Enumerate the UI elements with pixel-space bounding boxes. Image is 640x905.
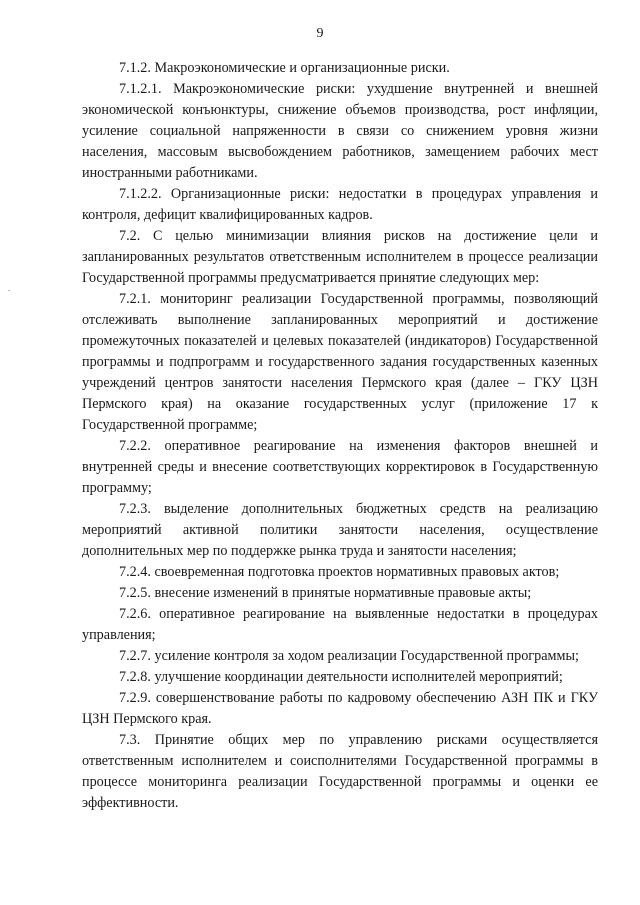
paragraph-7-2-8: 7.2.8. улучшение координации деятельности исполнителей мероприятий;	[119, 669, 563, 685]
scan-margin-mark	[8, 290, 10, 291]
paragraph-7-2-2: 7.2.2. оперативное реагирование на изменения факторов внешней и внутренней среды и внесение соответствующих корректировок в Государственную программу;	[82, 438, 598, 496]
paragraph-7-1-2-2: 7.1.2.2. Организационные риски: недостатки в процедурах управления и контроля, дефицит квалифицированных кадров.	[82, 186, 598, 223]
page-number: 9	[316, 26, 324, 41]
paragraph-7-2-9: 7.2.9. совершенствование работы по кадровому обеспечению АЗН ПК и ГКУ ЦЗН Пермского края.	[82, 690, 598, 727]
paragraph-7-1-2: 7.1.2. Макроэкономические и организационные риски.	[119, 60, 450, 76]
paragraph-7-2: 7.2. С целью минимизации влияния рисков на достижение цели и запланированных результатов ответственным исполнителем в процессе реализации Государственной программы предусматривается принятие следующих мер:	[82, 228, 598, 286]
paragraph-7-2-5: 7.2.5. внесение изменений в принятые нормативные правовые акты;	[119, 585, 532, 601]
document-body	[82, 58, 598, 814]
paragraph-7-1-2-1: 7.1.2.1. Макроэкономические риски: ухудшение внутренней и внешней экономической конъюнктуры, снижение объемов производства, рост инфляции, усиление социальной напряженности в связи со снижением уровня жизни населения, массовым высвобождением работников, замещением рабочих мест иностранными работниками.	[82, 81, 598, 181]
paragraph-7-2-3: 7.2.3. выделение дополнительных бюджетных средств на реализацию мероприятий активной политики занятости населения, осуществление дополнительных мер по поддержке рынка труда и занятости населения;	[82, 501, 598, 559]
paragraph-7-3: 7.3. Принятие общих мер по управлению рисками осуществляется ответственным исполнителем и соисполнителями Государственной программы в процессе мониторинга реализации Государственной программы и оценки ее эффективности.	[82, 732, 598, 811]
paragraph-7-2-6: 7.2.6. оперативное реагирование на выявленные недостатки в процедурах управления;	[82, 606, 598, 643]
paragraph-7-2-7: 7.2.7. усиление контроля за ходом реализации Государственной программы;	[119, 648, 579, 664]
paragraph-7-2-1: 7.2.1. мониторинг реализации Государственной программы, позволяющий отслеживать выполнение запланированных мероприятий и достижение промежуточных показателей и целевых показателей (индикаторов) Государственной программы и подпрограмм и государственного задания государственных казенных учреждений центров занятости населения Пермского края (далее – ГКУ ЦЗН Пермского края) на оказание государственных услуг (приложение 17 к Государственной программе;	[82, 291, 598, 433]
paragraph-7-2-4: 7.2.4. своевременная подготовка проектов нормативных правовых актов;	[119, 564, 560, 580]
